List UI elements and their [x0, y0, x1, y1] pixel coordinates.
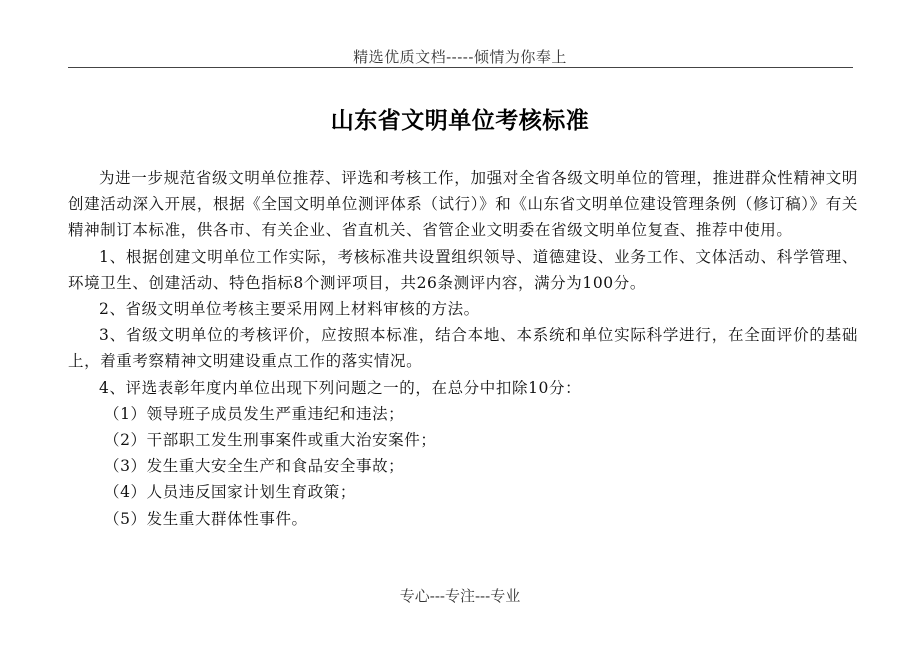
rule-paragraph-2: 2、省级文明单位考核主要采用网上材料审核的方法。 [99, 300, 480, 319]
rule-paragraph-3: 3、省级文明单位的考核评价，应按照本标准，结合本地、本系统和单位实际科学进行，在全面评价的基础上，着重考察精神文明建设重点工作的落实情况。 [68, 326, 858, 371]
document-body [68, 165, 858, 532]
header-divider [68, 67, 853, 68]
deduction-item: （1）领导班子成员发生严重违纪和违法； [104, 404, 405, 423]
deduction-item: （4）人员违反国家计划生育政策； [104, 483, 356, 502]
deduction-item: （3）发生重大安全生产和食品安全事故； [104, 457, 405, 476]
rule-paragraph-4: 4、评选表彰年度内单位出现下列问题之一的，在总分中扣除10分： [99, 378, 582, 397]
deduction-item: （5）发生重大群体性事件。 [104, 509, 308, 528]
page-footer: 专心---专注---专业 [399, 587, 521, 605]
deduction-item: （2）干部职工发生刑事案件或重大治安案件； [104, 431, 437, 450]
intro-paragraph: 为进一步规范省级文明单位推荐、评选和考核工作，加强对全省各级文明单位的管理，推进群众性精神文明创建活动深入开展，根据《全国文明单位测评体系（试行）》和《山东省文明单位建设管理条例（修订稿）》有关精神制订本标准，供各市、有关企业、省直机关、省管企业文明委在省级文明单位复查、推荐中使用。 [68, 169, 858, 240]
rule-paragraph-1: 1、根据创建文明单位工作实际，考核标准共设置组织领导、道德建设、业务工作、文体活动、科学管理、环境卫生、创建活动、特色指标8个测评项目，共26条测评内容，满分为100分。 [68, 247, 858, 292]
document-title: 山东省文明单位考核标准 [330, 107, 590, 134]
page-header: 精选优质文档-----倾情为你奉上 [353, 48, 567, 66]
